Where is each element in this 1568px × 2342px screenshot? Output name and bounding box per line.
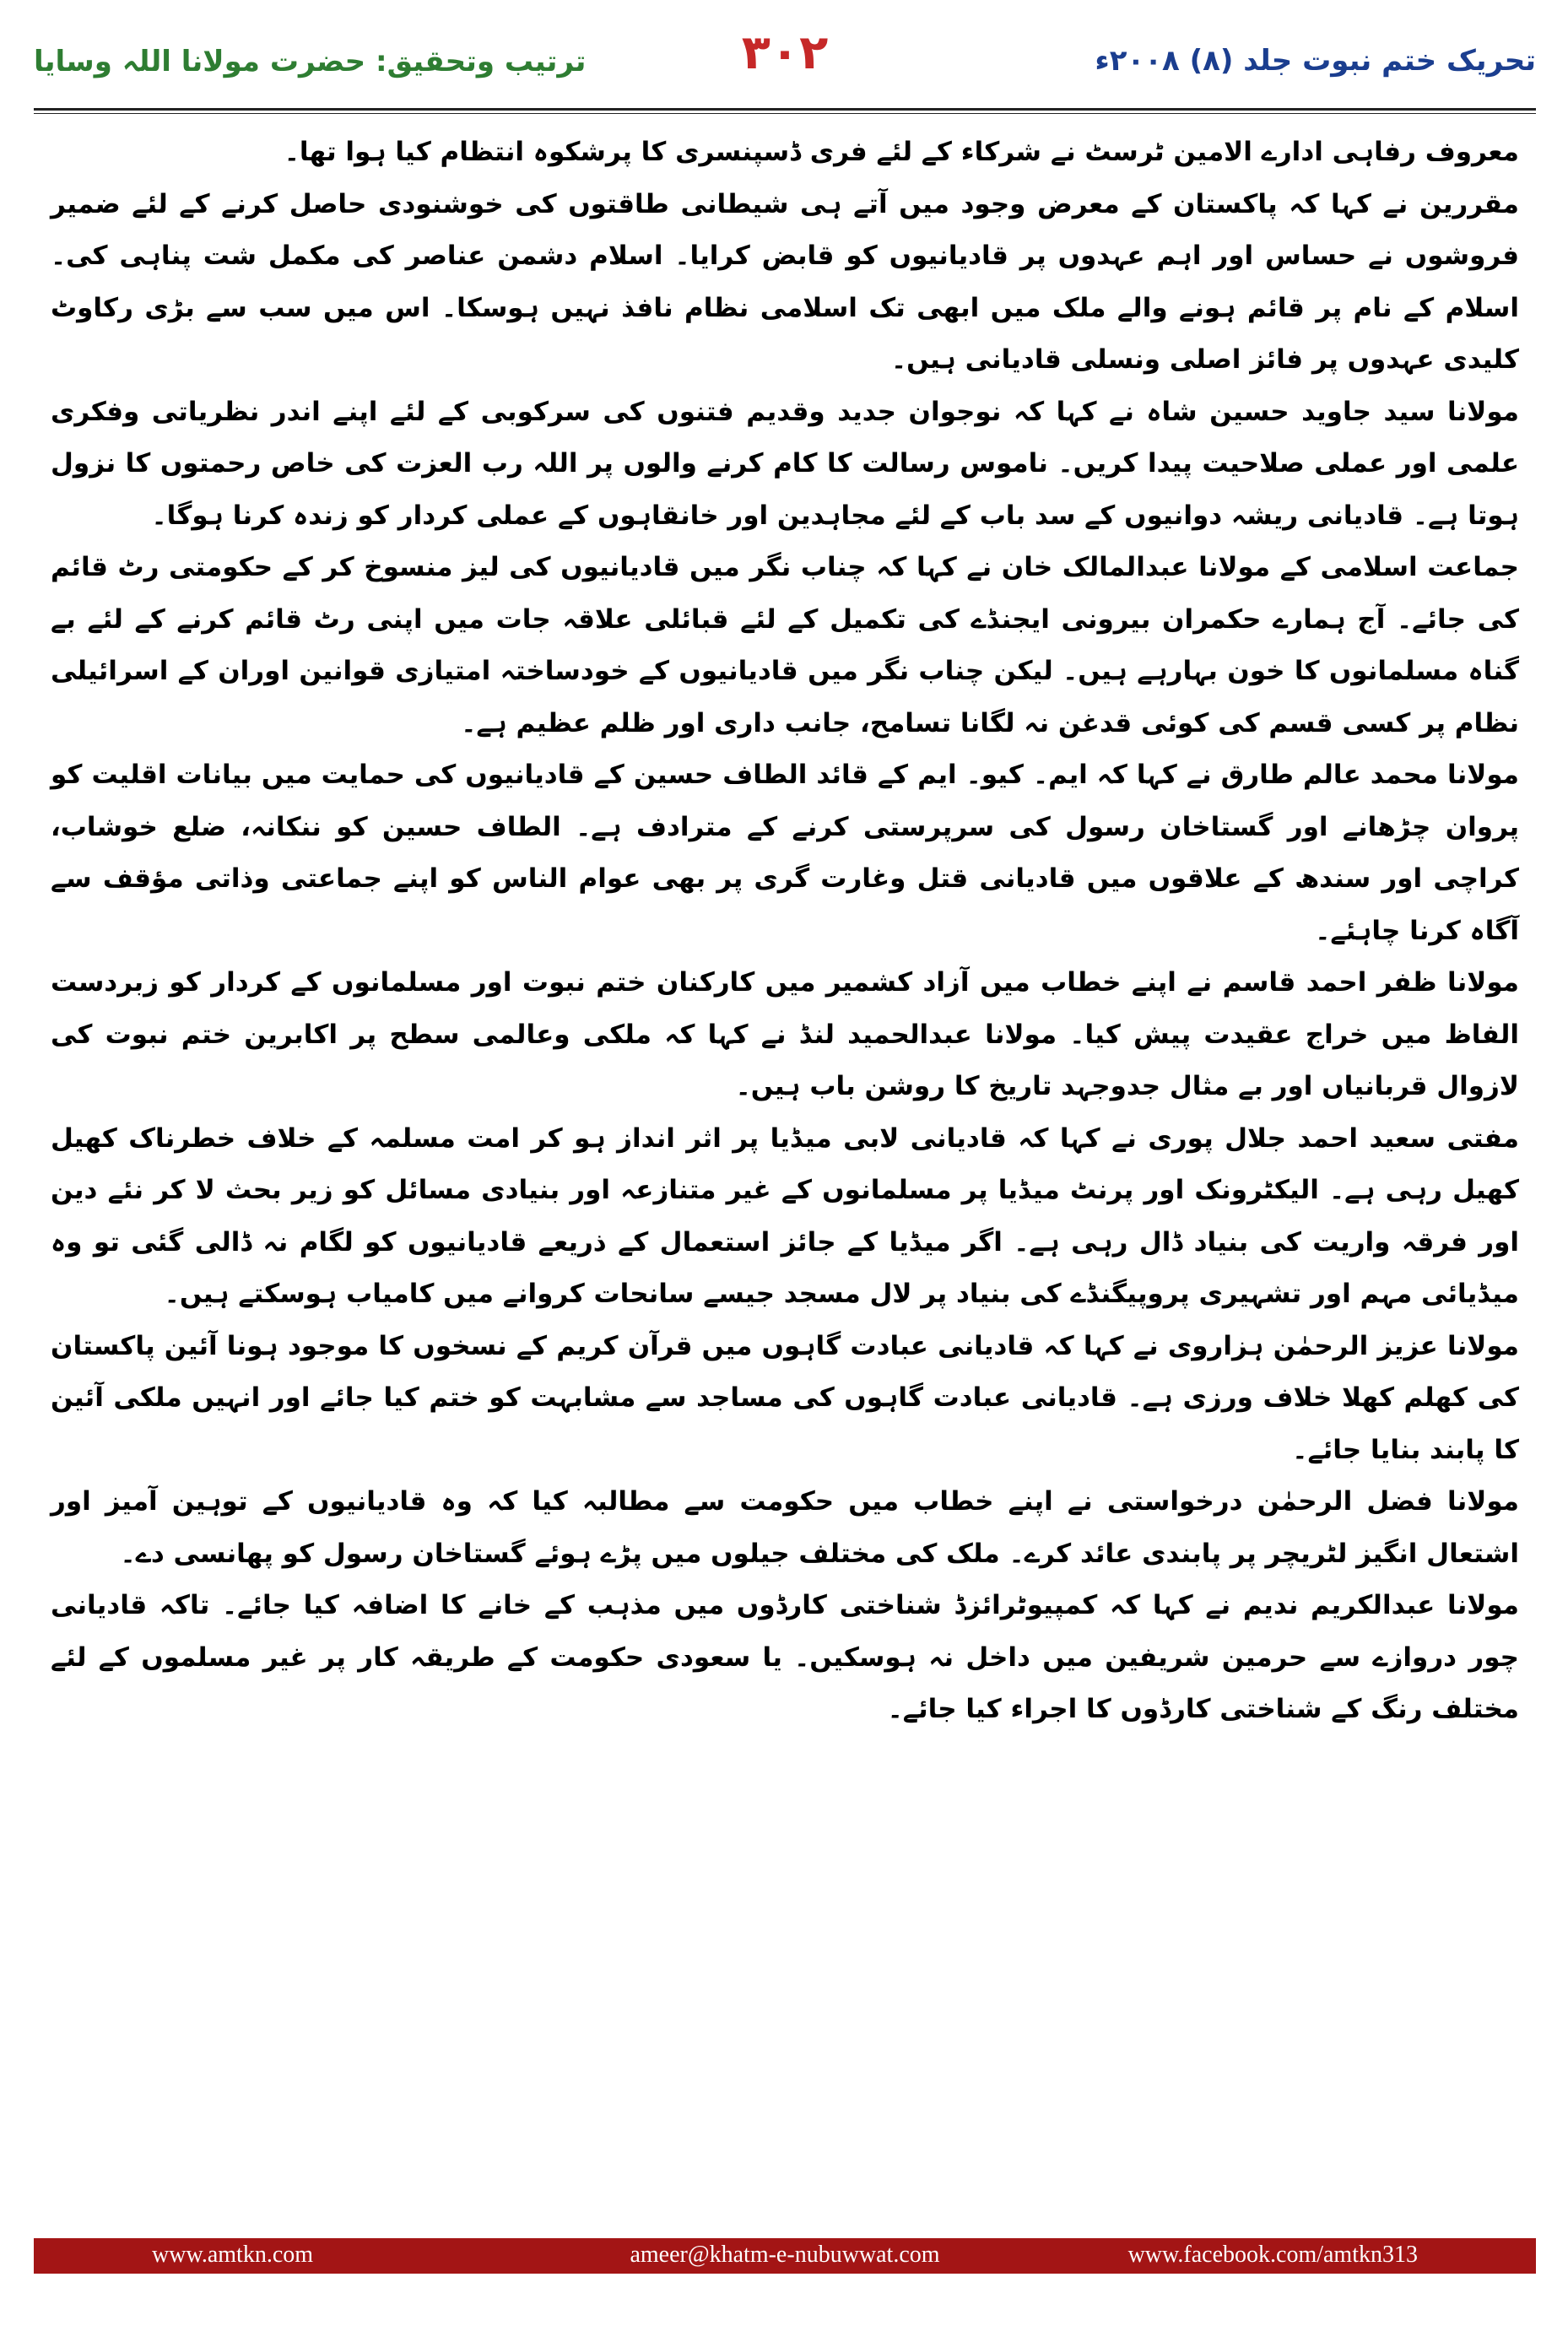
website-link[interactable]: www.amtkn.com — [152, 2242, 314, 2268]
paragraph: مولانا سید جاوید حسین شاہ نے کہا کہ نوجوان جدید وقدیم فتنوں کی سرکوبی کے لئے اپنے اندر نظریاتی وفکری علمی اور عملی صلاحیت پیدا کریں۔ ناموس رسالت کا کام کرنے والوں پر اللہ رب العزت کی خاص رحمتوں کا نزول ہوتا ہے۔ قادیانی ریشہ دوانیوں کے سد باب کے لئے مجاہدین اور خانقاہوں کے عملی کردار کو زندہ کرنا ہوگا۔ — [51, 396, 1519, 531]
email-link[interactable]: ameer@khatm-e-nubuwwat.com — [630, 2242, 940, 2268]
article-body — [51, 127, 1519, 1736]
paragraph: مولانا فضل الرحمٰن درخواستی نے اپنے خطاب میں حکومت سے مطالبہ کیا کہ وہ قادیانیوں کے توہین آمیز اور اشتعال انگیز لٹریچر پر پابندی عائد کرے۔ ملک کی مختلف جیلوں میں پڑے ہوئے گستاخان رسول کو پھانسی دے۔ — [51, 1486, 1519, 1569]
compiler-credit: ترتیب وتحقیق: حضرت مولانا اللہ وسایا — [34, 45, 587, 78]
paragraph: مقررین نے کہا کہ پاکستان کے معرض وجود میں آتے ہی شیطانی طاقتوں کی خوشنودی حاصل کرنے کے لئے ضمیر فروشوں نے حساس اور اہم عہدوں پر قادیانیوں کو قابض کرایا۔ اسلام دشمن عناصر کی مکمل شت پناہی کی۔ اسلام کے نام پر قائم ہونے والے ملک میں ابھی تک اسلامی نظام نافذ نہیں ہوسکا۔ اس میں سب سے بڑی رکاوٹ کلیدی عہدوں پر فائز اصلی ونسلی قادیانی ہیں۔ — [51, 188, 1519, 375]
paragraph: مولانا ظفر احمد قاسم نے اپنے خطاب میں آزاد کشمیر میں کارکنان ختم نبوت اور مسلمانوں کے کردار کو زبردست الفاظ میں خراج عقیدت پیش کیا۔ مولانا عبدالحمید لنڈ نے کہا کہ ملکی وعالمی سطح پر اکابرین ختم نبوت کی لازوال قربانیاں اور بے مثال جدوجہد تاریخ کا روشن باب ہیں۔ — [51, 967, 1519, 1101]
paragraph: مفتی سعید احمد جلال پوری نے کہا کہ قادیانی لابی میڈیا پر اثر انداز ہو کر امت مسلمہ کے خلاف خطرناک کھیل کھیل رہی ہے۔ الیکٹرونک اور پرنٹ میڈیا پر مسلمانوں کے غیر متنازعہ اور بنیادی مسائل کو زیر بحث لا کر نئے دین اور فرقہ واریت کی بنیاد ڈال رہی ہے۔ اگر میڈیا کے جائز استعمال کے ذریعے قادیانیوں کو لگام نہ ڈالی گئی تو وہ میڈیائی مہم اور تشہیری پروپیگنڈے کی بنیاد پر لال مسجد جیسے سانحات کروانے میں کامیاب ہوسکتے ہیں۔ — [51, 1122, 1519, 1309]
paragraph: مولانا عزیز الرحمٰن ہزاروی نے کہا کہ قادیانی عبادت گاہوں میں قرآن کریم کے نسخوں کا موجود ہونا آئین پاکستان کی کھلم کھلا خلاف ورزی ہے۔ قادیانی عبادت گاہوں کی مساجد سے مشابہت کو ختم کیا جائے اور انہیں ملکی آئین کا پابند بنایا جائے۔ — [51, 1330, 1519, 1465]
paragraph: مولانا محمد عالم طارق نے کہا کہ ایم۔ کیو۔ ایم کے قائد الطاف حسین کے قادیانیوں کی حمایت میں بیانات اقلیت کو پروان چڑھانے اور گستاخان رسول کی سرپرستی کرنے کے مترادف ہے۔ الطاف حسین کو ننکانہ، ضلع خوشاب، کراچی اور سندھ کے علاقوں میں قادیانی قتل وغارت گری پر بھی عوام الناس کو اپنے جماعتی وذاتی مؤقف سے آگاہ کرنا چاہئے۔ — [51, 760, 1519, 946]
header-divider — [34, 108, 1536, 114]
page-number: ۳۰۲ — [741, 25, 829, 80]
page-header — [34, 17, 1536, 101]
paragraph: مولانا عبدالکریم ندیم نے کہا کہ کمپیوٹرائزڈ شناختی کارڈوں میں مذہب کے خانے کا اضافہ کیا جائے۔ تاکہ قادیانی چور دروازے سے حرمین شریفین میں داخل نہ ہوسکیں۔ یا سعودی حکومت کے طریقہ کار پر غیر مسلموں کے لئے مختلف رنگ کے شناختی کارڈوں کا اجراء کیا جائے۔ — [51, 1590, 1519, 1724]
paragraph: جماعت اسلامی کے مولانا عبدالمالک خان نے کہا کہ چناب نگر میں قادیانیوں کی لیز منسوخ کر کے حکومتی رٹ قائم کی جائے۔ آج ہمارے حکمران بیرونی ایجنڈے کی تکمیل کے لئے قبائلی علاقہ جات میں اپنی رٹ قائم کرنے کے لئے بے گناہ مسلمانوں کا خون بہارہے ہیں۔ لیکن چناب نگر میں قادیانیوں کے خودساختہ امتیازی قوانین اوران کے اسرائیلی نظام پر کسی قسم کی کوئی قدغن نہ لگانا تسامح، جانب داری اور ظلم عظیم ہے۔ — [51, 552, 1519, 738]
facebook-link[interactable]: www.facebook.com/amtkn313 — [1127, 2242, 1418, 2268]
footer-bar — [34, 2238, 1536, 2274]
paragraph: معروف رفاہی ادارے الامین ٹرسٹ نے شرکاء کے لئے فری ڈسپنسری کا پرشکوہ انتظام کیا ہوا تھا۔ — [284, 137, 1519, 167]
book-title: تحریک ختم نبوت جلد (۸) ۲۰۰۸ء — [1095, 44, 1536, 78]
